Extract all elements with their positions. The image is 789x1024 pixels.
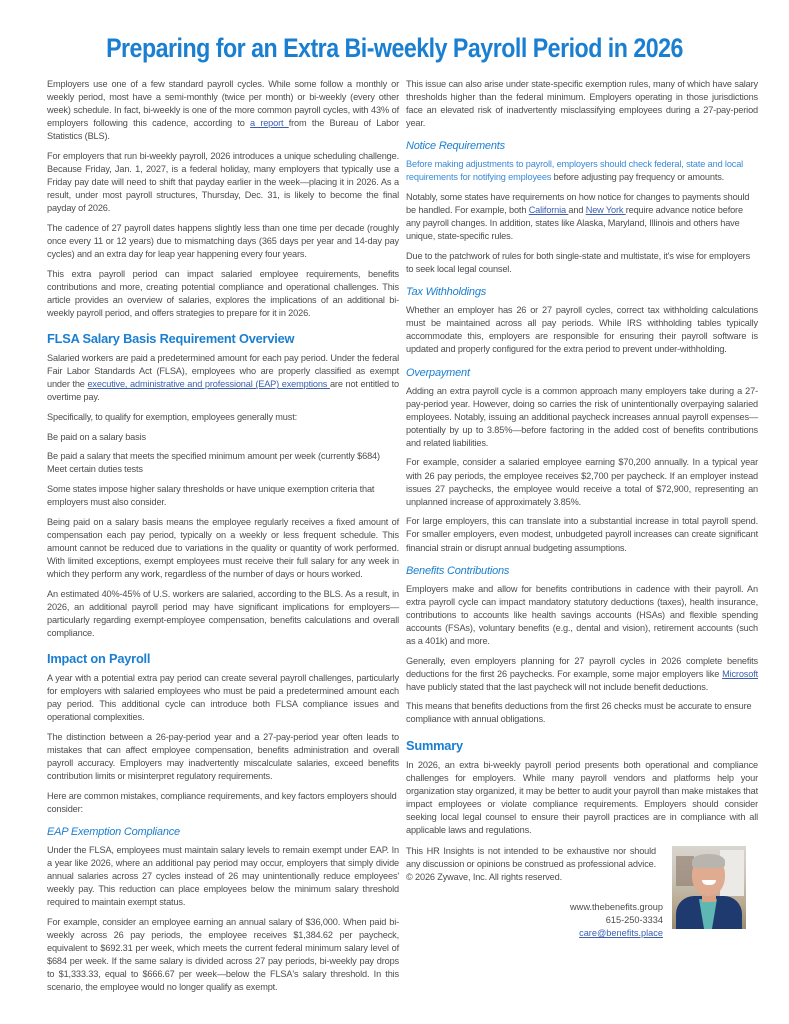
impact-paragraph-1: A year with a potential extra pay period can create several payroll challenges, particularly for employers with salaried employees who must be paid a predetermined amount each pay period. This additional cycle can introduce both FLSA compliance issues and operational complexities. bbox=[47, 672, 399, 723]
flsa-paragraph-4: Being paid on a salary basis means the employee regularly receives a fixed amount of compensation each pay period, typically on a weekly or less frequent schedule. This amount cannot be reduced due to variations in the quality or quantity of work performed. With limited exceptions, exempt employees must receive their full salary for any week in which they perform any work, regardless of the number of days or hours worked. bbox=[47, 516, 399, 579]
overpayment-paragraph-1: Adding an extra payroll cycle is a common approach many employers take during a 27-pay-period year. However, doing so carries the risk of unintentionally overpaying salaried employees. Notably, issuing an additional paycheck increases annual payroll expenses—potentially by up to 3.85%—before factoring in the added cost of benefits contributions and related liabilities. bbox=[406, 385, 758, 448]
benefits-paragraph-1: Employers make and allow for benefits contributions in cadence with their payroll. An extra payroll cycle can impact mandatory statutory deductions (taxes), health insurance, contributions to accounts like health savings accounts (HSAs) and flexible spending accounts (FSAs), voluntary benefits (e.g., dental and vision), retirement accounts (such as a 401k) and more. bbox=[406, 583, 758, 646]
footer bbox=[406, 845, 758, 955]
right-column bbox=[406, 78, 758, 955]
email-link[interactable]: care@benefits.place bbox=[579, 928, 663, 939]
notice-requirements-link[interactable]: Before making adjustments to payroll, employers should check federal, state and local requirements for notifying employees bbox=[406, 159, 744, 183]
disclaimer-text: This HR Insights is not intended to be exhaustive nor should any discussion or opinions be construed as professional advice. bbox=[406, 846, 656, 870]
intro-paragraph-1: Employers use one of a few standard payroll cycles. While some follow a monthly or weekly period, most have a semi-monthly (twice per month) or bi-weekly (every other week) schedule. In fact, bi-weekly is one of the more common payroll cycles, with 43% of employers following this cadence, according to a report from the Bureau of Labor Statistics (BLS). bbox=[47, 79, 399, 142]
summary-paragraph-1: In 2026, an extra bi-weekly payroll period presents both operational and compliance challenges for employers. While many payroll vendors and platforms help your organization stay organized, it may be better to audit your payroll than make mistakes that impact employees or violate compliance requirements. Employers should consider seeking local legal counsel to ensure their payroll practices are in compliance with all applicable laws and regulations. bbox=[406, 759, 759, 836]
flsa-requirement-1: Be paid on a salary basis bbox=[47, 431, 146, 442]
flsa-requirement-3: Meet certain duties tests bbox=[47, 464, 143, 475]
overpayment-paragraph-3: For large employers, this can translate into a substantial increase in total payroll spend. For smaller employers, even modest, unbudgeted payroll increases can create significant financial strain or disrupt annual budgeting assumptions. bbox=[406, 516, 758, 553]
new-york-link[interactable]: New York bbox=[585, 205, 626, 216]
impact-paragraph-3: Here are common mistakes, compliance requirements, and key factors employers should consider: bbox=[47, 790, 397, 814]
eap-exemptions-link[interactable]: executive, administrative and professional (EAP) exemptions bbox=[87, 379, 330, 390]
microsoft-link[interactable]: Microsoft bbox=[722, 668, 758, 679]
benefits-paragraph-2: Generally, even employers planning for 27 payroll cycles in 2026 complete benefits deductions for the first 26 paychecks. For example, some major employers like Microsoft have publicly stated that the last paycheck will not include benefit deductions. bbox=[406, 655, 758, 692]
tax-heading: Tax Withholdings bbox=[406, 286, 487, 299]
copyright-text: © 2026 Zywave, Inc. All rights reserved. bbox=[406, 872, 563, 883]
impact-paragraph-2: The distinction between a 26-pay-period year and a 27-pay-period year often leads to mistakes that can affect employee compensation, benefits administration and overall payroll accuracy. Employers may inadvertently miscalculate salaries, exceed benefits contribution limits or misinterpret regulatory requirements. bbox=[47, 731, 399, 782]
eap-heading: EAP Exemption Compliance bbox=[47, 825, 180, 838]
eap-paragraph-2: For example, consider an employee earning an annual salary of $36,000. When paid bi-weekly across 26 pay periods, the employee receives $1,384.62 per paycheck, equivalent to $692.31 per week, which meets the current federal minimum salary level of $684 per week. If the same salary is divided across 27 pay periods, bi-weekly pay drops to $1,333.33, equal to $666.67 per week—below the FLSA's salary threshold. In this scenario, the employee would no longer qualify as exempt. bbox=[47, 916, 399, 993]
tax-paragraph-1: Whether an employer has 26 or 27 payroll cycles, correct tax withholding calculations must be maintained across all pay periods. While IRS withholding tables typically accommodate this, employers are responsible for ensuring their payroll software is updated and properly configured for the extra period to prevent under-withholding. bbox=[406, 305, 758, 355]
contact-block bbox=[570, 901, 663, 940]
flsa-paragraph-1: Salaried workers are paid a predetermined amount for each pay period. Under the federal Fair Labor Standards Act (FLSA), employees who are properly classified as exempt under the executive, administrative and professional (EAP) exemptions are not entitled to overtime pay. bbox=[47, 353, 399, 403]
benefits-paragraph-3: This means that benefits deductions from the first 26 checks must be accurate to ensure compliance with annual obligations. bbox=[406, 701, 752, 725]
eap-paragraph-3: This issue can also arise under state-specific exemption rules, many of which have salary thresholds higher than the federal minimum. Employers operating in those jurisdictions face an elevated risk of inadvertently misclassifying employees during a 27-pay-period year. bbox=[406, 79, 758, 129]
flsa-requirement-2: Be paid a salary that meets the specified minimum amount per week (currently $684) bbox=[47, 451, 380, 462]
left-column bbox=[47, 78, 399, 1001]
flsa-paragraph-3: Some states impose higher salary thresholds or have unique exemption criteria that employers must also consider. bbox=[47, 483, 375, 507]
flsa-paragraph-2: Specifically, to qualify for exemption, employees generally must: bbox=[47, 411, 298, 422]
page-title: Preparing for an Extra Bi-weekly Payroll Period in 2026 bbox=[106, 33, 683, 63]
intro-paragraph-3: The cadence of 27 payroll dates happens slightly less than one time per decade (roughly once every 11 or 12 years) due to mismatching days (365 days per year and 14-day pay cycles) and an extra day for leap year happening every four years. bbox=[47, 222, 399, 260]
intro-paragraph-4: This extra payroll period can impact salaried employee requirements, benefits contributions and more, creating potential compliance and operational challenges. This article provides an overview of salaries, explores the implications of an additional bi-weekly payroll period, and offers strategies to prepare for it in 2026. bbox=[47, 268, 399, 318]
website-text: www.thebenefits.group bbox=[570, 902, 663, 913]
bls-report-link[interactable]: a report bbox=[250, 118, 289, 129]
intro-paragraph-2: For employers that run bi-weekly payroll, 2026 introduces a unique scheduling challenge. Because Friday, Jan. 1, 2027, is a federal holiday, many employers that typically use a Friday pay date will need to shift that payday earlier in the week—placing it in 2026. As a result, under most payroll structures, Thursday, Dec. 31, is likely to become the final payday of 2026. bbox=[47, 150, 399, 214]
summary-heading: Summary bbox=[406, 737, 463, 753]
california-link[interactable]: California bbox=[528, 205, 569, 216]
flsa-paragraph-5: An estimated 40%-45% of U.S. workers are salaried, according to the BLS. As a result, in 2026, an additional payroll period may have significant implications for employers—particularly regarding exempt-employee compensation, benefits calculations and overall compliance. bbox=[47, 588, 399, 638]
disclaimer-block bbox=[406, 845, 656, 884]
overpayment-paragraph-2: For example, consider a salaried employee earning $70,200 annually. In a typical year with 26 pay periods, the employee receives $2,700 per paycheck. If an employer instead issues 27 paychecks, the employee would receive a total of $72,900, representing an unplanned increase of approximately 3.85%. bbox=[406, 457, 758, 507]
flsa-heading: FLSA Salary Basis Requirement Overview bbox=[47, 331, 295, 347]
notice-paragraph-2: Notably, some states have requirements on how notice for changes to payments should be handled. For example, both California and New York require advance notice before any payroll changes. In addition, states like Alaska, Maryland, Illinois and others have unique, state-specific rules. bbox=[406, 192, 750, 242]
notice-paragraph-1: Before making adjustments to payroll, employers should check federal, state and local requirements for notifying employees before adjusting pay frequency or amounts. bbox=[406, 159, 744, 183]
benefits-heading: Benefits Contributions bbox=[406, 564, 510, 577]
eap-paragraph-1: Under the FLSA, employees must maintain salary levels to remain exempt under EAP. In a year like 2026, where an additional pay period may occur, employers that simply divide annual salaries across 27 cycles instead of 26 may unintentionally reduce employees' weekly pay. This reduction can place employees below the minimum salary threshold required to maintain exempt status. bbox=[47, 844, 399, 908]
overpayment-heading: Overpayment bbox=[406, 366, 470, 379]
phone-text: 615-250-3334 bbox=[605, 915, 663, 926]
notice-heading: Notice Requirements bbox=[406, 140, 505, 153]
notice-paragraph-3: Due to the patchwork of rules for both single-state and multistate, it's wise for employers to seek local legal counsel. bbox=[406, 250, 751, 275]
advisor-photo bbox=[672, 846, 746, 929]
impact-heading: Impact on Payroll bbox=[47, 650, 151, 666]
